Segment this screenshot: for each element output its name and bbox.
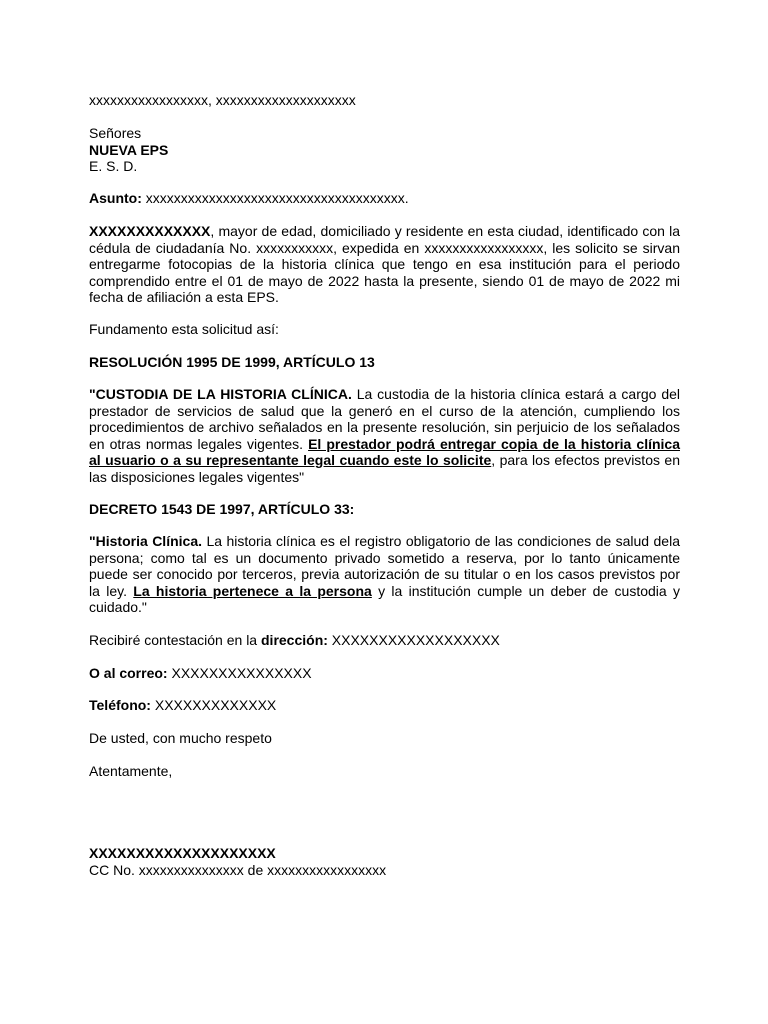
resolucion-quote (89, 386, 680, 485)
subject-label: Asunto: (89, 190, 142, 206)
signature-block (89, 845, 680, 878)
body-intro (89, 223, 680, 306)
closing-regards: Atentamente, (89, 763, 173, 779)
email-value: XXXXXXXXXXXXXXX (167, 665, 312, 681)
resolucion-text: La custodia de la historia clínica estará a cargo del prestador de servicios de salud que la generó en el curso de la atención, cumpliendo los procedimientos de archivo señalados en la presente resolución, sin perjuicio de los señalados en otras normas legales vigentes. (89, 386, 681, 452)
resolucion-tail: , para los efectos previstos en las disposiciones legales vigentes" (89, 452, 680, 485)
address-prefix: Recibiré contestación en la (89, 632, 261, 648)
decreto-emphasis: La historia pertenece a la persona (133, 582, 372, 599)
contact-email (89, 665, 680, 682)
place-date: xxxxxxxxxxxxxxxxx, xxxxxxxxxxxxxxxxxxxx (89, 92, 356, 108)
phone-value: XXXXXXXXXXXXX (150, 697, 277, 713)
signature-name: XXXXXXXXXXXXXXXXXXXX (89, 845, 276, 861)
body-intro-text: , mayor de edad, domiciliado y residente en esta ciudad, identificado con la cédula de ciudadanía No. xxxxxxxxxxx, expedida en xxxxxxxxxxxxxxxxx, les solicito se sirvan entregarme fotocopias de la historia clínica que tengo en esa institución para el periodo comprendido entre el 01 de mayo de 2022 hasta la presente, siendo 01 de mayo de 2022 mi fecha de afiliación a esta EPS. (89, 223, 680, 305)
contact-phone (89, 697, 680, 714)
recipient-block (89, 125, 680, 175)
email-label: O al correo: (89, 665, 168, 681)
signature-id: CC No. xxxxxxxxxxxxxxx de xxxxxxxxxxxxxxxxx (89, 861, 387, 878)
resolucion-emphasis: El prestador podrá entregar copia de la historia clínica al usuario o a su representante legal cuando este lo solicite (89, 435, 680, 468)
decreto-quote (89, 533, 680, 616)
resolucion-heading: RESOLUCIÓN 1995 DE 1999, ARTÍCULO 13 (89, 354, 375, 370)
closing-respect: De usted, con mucho respeto (89, 730, 272, 746)
recipient-name: NUEVA EPS (89, 141, 169, 158)
subject-line (89, 190, 680, 207)
resolucion-lead: "CUSTODIA DE LA HISTORIA CLÍNICA. (89, 386, 352, 402)
requester-name: XXXXXXXXXXXXX (89, 223, 211, 239)
decreto-tail: y la institución cumple un deber de custodia y cuidado." (89, 582, 680, 615)
decreto-lead: "Historia Clínica. (89, 533, 202, 549)
decreto-heading: DECRETO 1543 DE 1997, ARTÍCULO 33: (89, 501, 355, 517)
contact-address (89, 632, 680, 649)
salutation: Señores (89, 125, 142, 141)
address-value: XXXXXXXXXXXXXXXXXX (327, 632, 500, 648)
decreto-text: La historia clínica es el registro obligatorio de las condiciones de salud dela persona; como tal es un documento privado sometido a reserva, por lo tanto únicamente puede ser conocido por terceros, previa autorización de su titular o en los casos previstos por la ley. (89, 533, 680, 599)
phone-label: Teléfono: (89, 697, 151, 713)
address-label: dirección: (261, 632, 328, 648)
fundamento: Fundamento esta solicitud así: (89, 321, 279, 337)
subject-text: xxxxxxxxxxxxxxxxxxxxxxxxxxxxxxxxxxxxx. (141, 190, 409, 206)
recipient-note: E. S. D. (89, 158, 138, 174)
